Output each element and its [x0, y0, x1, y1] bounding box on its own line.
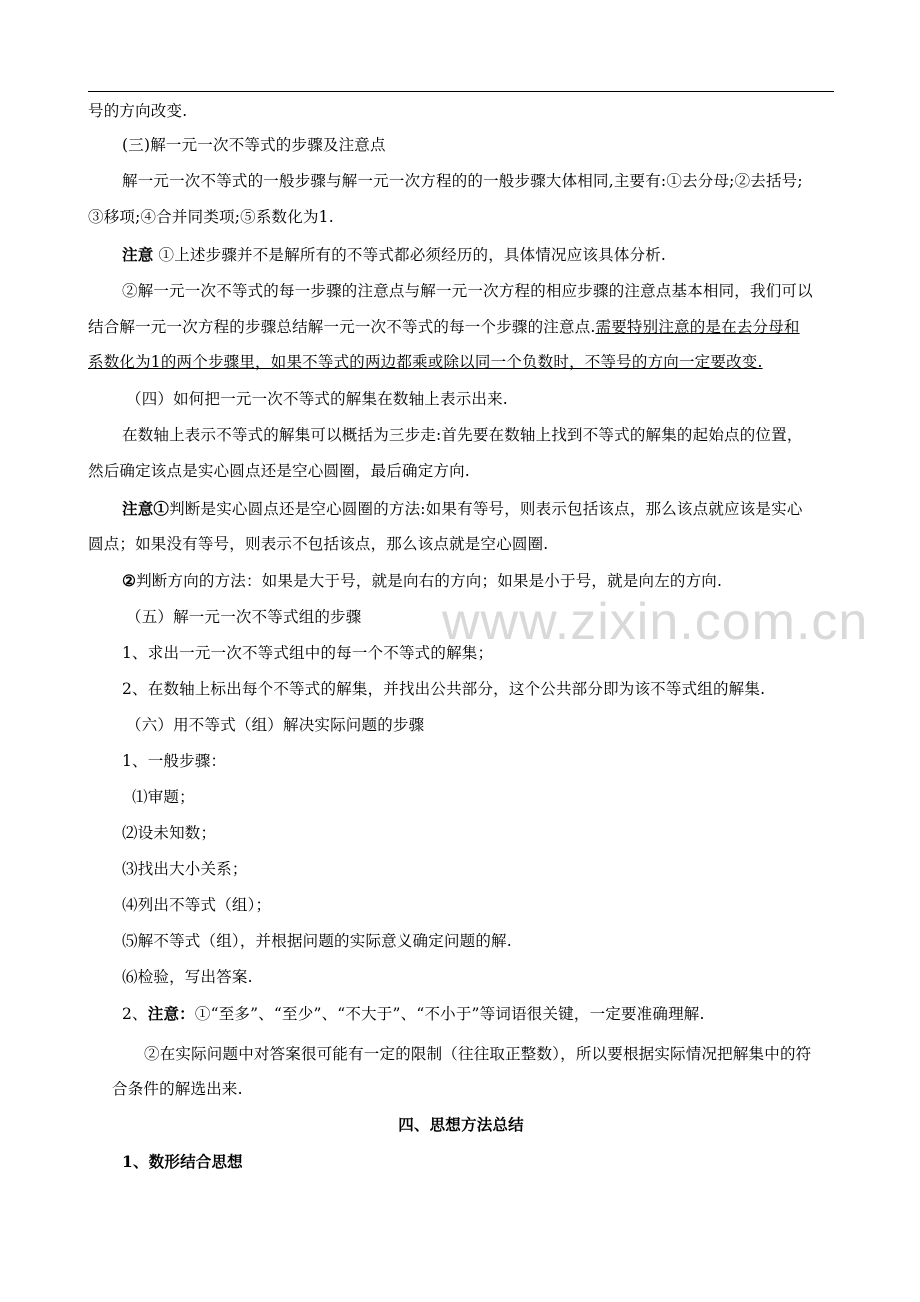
list-item: 2、在数轴上标出每个不等式的解集，并找出公共部分，这个公共部分即为该不等式组的解集.	[122, 680, 766, 698]
note-label: ②	[122, 571, 137, 590]
list-item: ⑴审题；	[132, 788, 195, 806]
list-item: ⑸解不等式（组），并根据问题的实际意义确定问题的解.	[122, 932, 512, 950]
note-line	[122, 570, 834, 592]
paragraph-line: ③移项;④合并同类项;⑤系数化为1.	[88, 208, 334, 226]
note-label: 注意①	[122, 499, 170, 518]
note-line	[122, 244, 834, 266]
list-item: ⑷列出不等式（组）；	[122, 896, 272, 914]
paragraph-text: 结合解一元一次方程的步骤总结解一元一次不等式的每一个步骤的注意点.	[88, 318, 596, 336]
paragraph-line	[88, 316, 834, 338]
list-item: ⑵设未知数；	[122, 824, 217, 842]
section-heading-four: （四）如何把一元一次不等式的解集在数轴上表示出来.	[126, 390, 508, 408]
watermark: www.zixin.com.cn	[442, 593, 869, 651]
subsection-title: 1、数形结合思想	[122, 1152, 243, 1171]
section-heading-six: （六）用不等式（组）解决实际问题的步骤	[126, 716, 425, 734]
paragraph-line: 然后确定该点是实心圆点还是空心圆圈，最后确定方向.	[88, 462, 470, 480]
underlined-text: 需要特别注意的是在去分母和	[595, 318, 800, 336]
paragraph-line: ②解一元一次不等式的每一步骤的注意点与解一元一次方程的相应步骤的注意点基本相同，我们可以	[122, 282, 813, 300]
paragraph-line: 合条件的解选出来.	[112, 1080, 243, 1098]
list-item: ⑶找出大小关系；	[122, 860, 248, 878]
section-heading-five: （五）解一元一次不等式组的步骤	[126, 608, 362, 626]
paragraph-line: 号的方向改变.	[88, 102, 188, 120]
note-text: 判断是实心圆点还是空心圆圈的方法:如果有等号，则表示包括该点，那么该点就应该是实心	[169, 500, 803, 518]
note-text: 判断方向的方法：如果是大于号，就是向右的方向；如果是小于号，就是向左的方向.	[136, 572, 723, 590]
paragraph-line: 圆点；如果没有等号，则表示不包括该点，那么该点就是空心圆圈.	[88, 535, 549, 553]
note-line	[122, 1003, 834, 1025]
list-number: 2、	[122, 1005, 148, 1023]
note-label: 注意	[122, 245, 154, 264]
paragraph-line: ②在实际问题中对答案很可能有一定的限制（往往取正整数），所以要根据实际情况把解集中的符	[144, 1045, 812, 1063]
list-item: ⑹检验，写出答案.	[122, 968, 253, 986]
note-line	[122, 498, 834, 520]
list-item: 1、求出一元一次不等式组中的每一个不等式的解集；	[122, 644, 494, 662]
list-item: 1、一般步骤：	[122, 752, 227, 770]
section-heading-three: (三)解一元一次不等式的步骤及注意点	[122, 136, 386, 154]
header-rule	[88, 91, 834, 92]
note-text: ①上述步骤并不是解所有的不等式都必须经历的，具体情况应该具体分析.	[153, 246, 667, 264]
underlined-line: 系数化为1的两个步骤里，如果不等式的两边都乘或除以同一个负数时，不等号的方向一定要改变.	[88, 353, 763, 371]
note-label: 注意：	[147, 1004, 195, 1023]
note-text: ①“至多”、“至少”、“不大于”、“不小于”等词语很关键，一定要准确理解.	[194, 1005, 705, 1023]
section-title: 四、思想方法总结	[398, 1115, 524, 1134]
paragraph-line: 在数轴上表示不等式的解集可以概括为三步走:首先要在数轴上找到不等式的解集的起始点的位置，	[122, 426, 803, 444]
paragraph-line: 解一元一次不等式的一般步骤与解一元一次方程的的一般步骤大体相同,主要有:①去分母;②去括号;	[122, 172, 803, 190]
